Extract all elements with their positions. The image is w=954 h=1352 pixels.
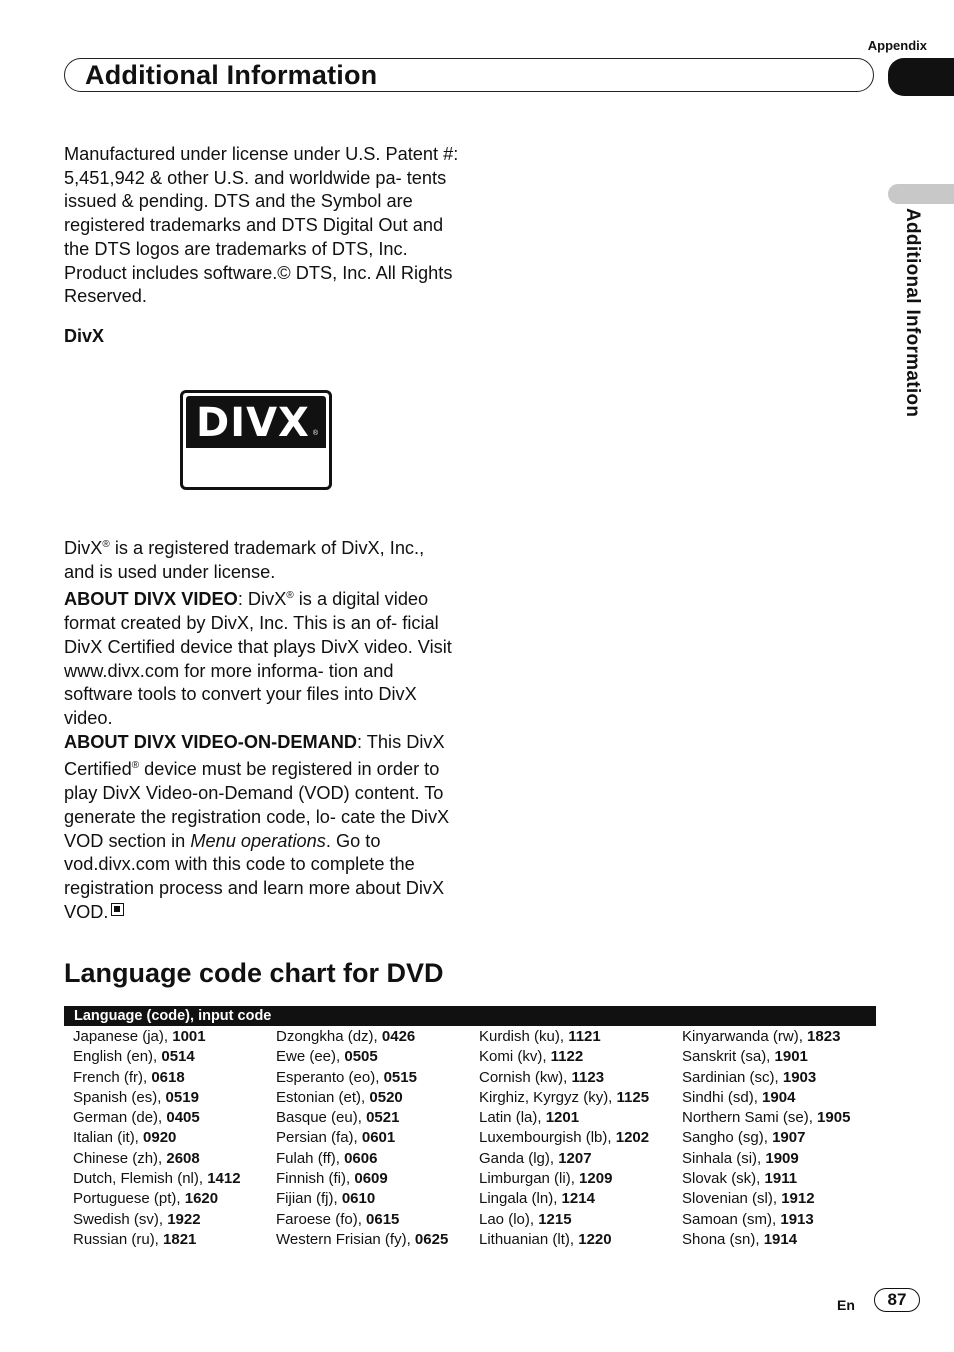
language-entry: Persian (fa), 0601 [276,1129,396,1147]
language-entry: Italian (it), 0920 [73,1129,177,1147]
language-entry: Limburgan (li), 1209 [479,1170,613,1188]
language-entry: Japanese (ja), 1001 [73,1028,206,1045]
language-entry: Spanish (es), 0519 [73,1088,199,1106]
language-entry: Sanskrit (sa), 1901 [682,1048,808,1066]
language-entry: Shona (sn), 1914 [682,1230,798,1248]
language-entry: Russian (ru), 1821 [73,1230,197,1248]
language-entry: Dzongkha (dz), 0426 [276,1028,416,1045]
language-entry: Lao (lo), 1215 [479,1210,572,1228]
language-entry: Samoan (sm), 1913 [682,1210,814,1228]
language-entry: Faroese (fo), 0615 [276,1210,400,1228]
language-column [276,1027,448,1250]
language-entry: Kirghiz, Kyrgyz (ky), 1125 [479,1088,650,1106]
about-divx-video: ABOUT DIVX VIDEO: DivX® is a digital video format created by DivX, Inc. This is an of- ficial DivX Certified device that plays DivX video. Visit www.divx.com for more informa- tion and software tools to convert your files into DivX video. [64,589,452,729]
language-entry: Finnish (fi), 0609 [276,1170,388,1188]
about-divx-vod: ABOUT DIVX VIDEO-ON-DEMAND: This DivX Certified® device must be registered in order to play DivX Video-on-Demand (VOD) content. To generate the registration code, lo- cate the DivX VOD section in Menu operations. Go to vod.divx.com with this code to complete the registration process and learn more about DivX VOD. [64,731,450,922]
chapter-tab [888,58,954,96]
language-entry: Fulah (ff), 0606 [276,1149,378,1167]
language-entry: Kinyarwanda (rw), 1823 [682,1028,841,1045]
appendix-label: Appendix [867,38,927,53]
language-chart-title: Language code chart for DVD [64,958,444,988]
divx-trademark: DivX® is a registered trademark of DivX, Inc., and is used under license. [64,538,425,582]
language-entry: Latin (la), 1201 [479,1109,580,1127]
divx-paragraphs [64,533,459,924]
language-entry: English (en), 0514 [73,1048,195,1066]
side-section-label: Additional Information [902,208,923,418]
language-entry: Basque (eu), 0521 [276,1109,400,1127]
language-entry: Estonian (et), 0520 [276,1088,403,1106]
language-column [682,1027,850,1250]
language-column [73,1027,241,1250]
language-entry: German (de), 0405 [73,1109,200,1127]
language-entry: Northern Sami (se), 1905 [682,1109,851,1127]
language-entry: Lithuanian (lt), 1220 [479,1230,612,1248]
divx-logo [180,390,332,490]
language-entry: Lingala (ln), 1214 [479,1190,595,1208]
language-entry: Swedish (sv), 1922 [73,1210,201,1228]
section-header [64,58,874,92]
language-entry: French (fr), 0618 [73,1068,185,1086]
language-entry: Fijian (fj), 0610 [276,1190,376,1208]
language-entry: Esperanto (eo), 0515 [276,1068,417,1086]
language-entry: Sangho (sg), 1907 [682,1129,806,1147]
language-entry: Portuguese (pt), 1620 [73,1190,219,1208]
language-column [479,1027,649,1250]
language-entry: Slovak (sk), 1911 [682,1170,798,1188]
dts-paragraph: Manufactured under license under U.S. Patent #: 5,451,942 & other U.S. and worldwide pa- tents issued & pending. DTS and the Symbol are registered trademarks and DTS Digital Out and the DTS logos are trademarks of DTS, Inc. Product includes software.© DTS, Inc. All Rights Reserved. [64,144,459,307]
side-tab [888,184,954,204]
language-entry: Sardinian (sc), 1903 [682,1068,817,1086]
language-entry: Kurdish (ku), 1121 [479,1028,601,1045]
language-entry: Chinese (zh), 2608 [73,1149,200,1167]
language-entry: Luxembourgish (lb), 1202 [479,1129,650,1147]
language-entry: Sindhi (sd), 1904 [682,1088,796,1106]
section-title: Additional Information [85,60,378,90]
divx-heading: DivX [64,326,105,346]
divx-logo-reg: ® [312,430,318,437]
divx-logo-text: DIVX [196,400,310,446]
language-entry: Western Frisian (fy), 0625 [276,1230,449,1248]
language-indicator: En [837,1297,855,1313]
divx-logo-band [186,396,326,448]
language-entry: Cornish (kw), 1123 [479,1068,605,1086]
language-entry: Ewe (ee), 0505 [276,1048,378,1066]
language-entry: Sinhala (si), 1909 [682,1149,799,1167]
language-entry: Dutch, Flemish (nl), 1412 [73,1170,241,1188]
page-number: 87 [874,1288,920,1312]
language-entry: Ganda (lg), 1207 [479,1149,592,1167]
language-entry: Komi (kv), 1122 [479,1048,584,1066]
language-entry: Slovenian (sl), 1912 [682,1190,815,1208]
table-header: Language (code), input code [64,1006,876,1026]
end-mark-icon [111,903,124,916]
